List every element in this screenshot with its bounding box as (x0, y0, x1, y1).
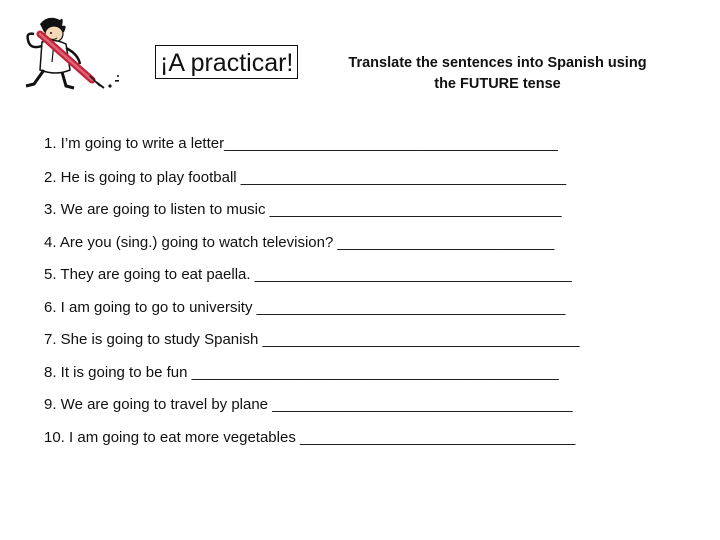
answer-blank[interactable]: ____________________________________ (272, 396, 573, 413)
answer-blank[interactable]: _____________________________________ (256, 299, 566, 316)
sentence-10 (44, 428, 575, 448)
sentence-text: 2. He is going to play football (44, 169, 241, 186)
sentence-1 (44, 134, 558, 154)
answer-blank[interactable]: _________________________________ (300, 429, 576, 446)
instructions-line-2: the FUTURE tense (434, 76, 561, 92)
answer-blank[interactable]: ___________________________________ (269, 201, 562, 218)
sentence-4 (44, 233, 554, 253)
man-writing-clipart (18, 14, 128, 92)
sentence-6 (44, 298, 565, 318)
page-title: ¡A practicar! (155, 45, 298, 79)
sentence-text: 9. We are going to travel by plane (44, 396, 273, 413)
sentence-8 (44, 363, 559, 383)
answer-blank[interactable]: ____________________________________________ (191, 364, 559, 381)
sentence-7 (44, 330, 580, 350)
instructions (335, 53, 660, 95)
sentence-text: 4. Are you (sing.) going to watch television? (44, 234, 338, 251)
answer-blank[interactable]: ________________________________________ (224, 135, 558, 152)
sentence-3 (44, 200, 562, 220)
instructions-line-1: Translate the sentences into Spanish using (348, 55, 647, 71)
sentence-text: 10. I am going to eat more vegetables (44, 429, 300, 446)
sentence-text: 3. We are going to listen to music (44, 201, 270, 218)
sentence-text: 1. I’m going to write a letter (44, 135, 225, 152)
sentence-text: 5. They are going to eat paella. (44, 266, 255, 283)
sentence-2 (44, 168, 566, 188)
sentence-text: 7. She is going to study Spanish (44, 331, 263, 348)
sentence-9 (44, 395, 573, 415)
answer-blank[interactable]: _______________________________________ (240, 169, 567, 186)
sentence-5 (44, 265, 572, 285)
answer-blank[interactable]: ______________________________________ (254, 266, 572, 283)
sentence-text: 6. I am going to go to university (44, 299, 257, 316)
answer-blank[interactable]: ______________________________________ (262, 331, 580, 348)
answer-blank[interactable]: __________________________ (337, 234, 555, 251)
sentence-text: 8. It is going to be fun (44, 364, 192, 381)
